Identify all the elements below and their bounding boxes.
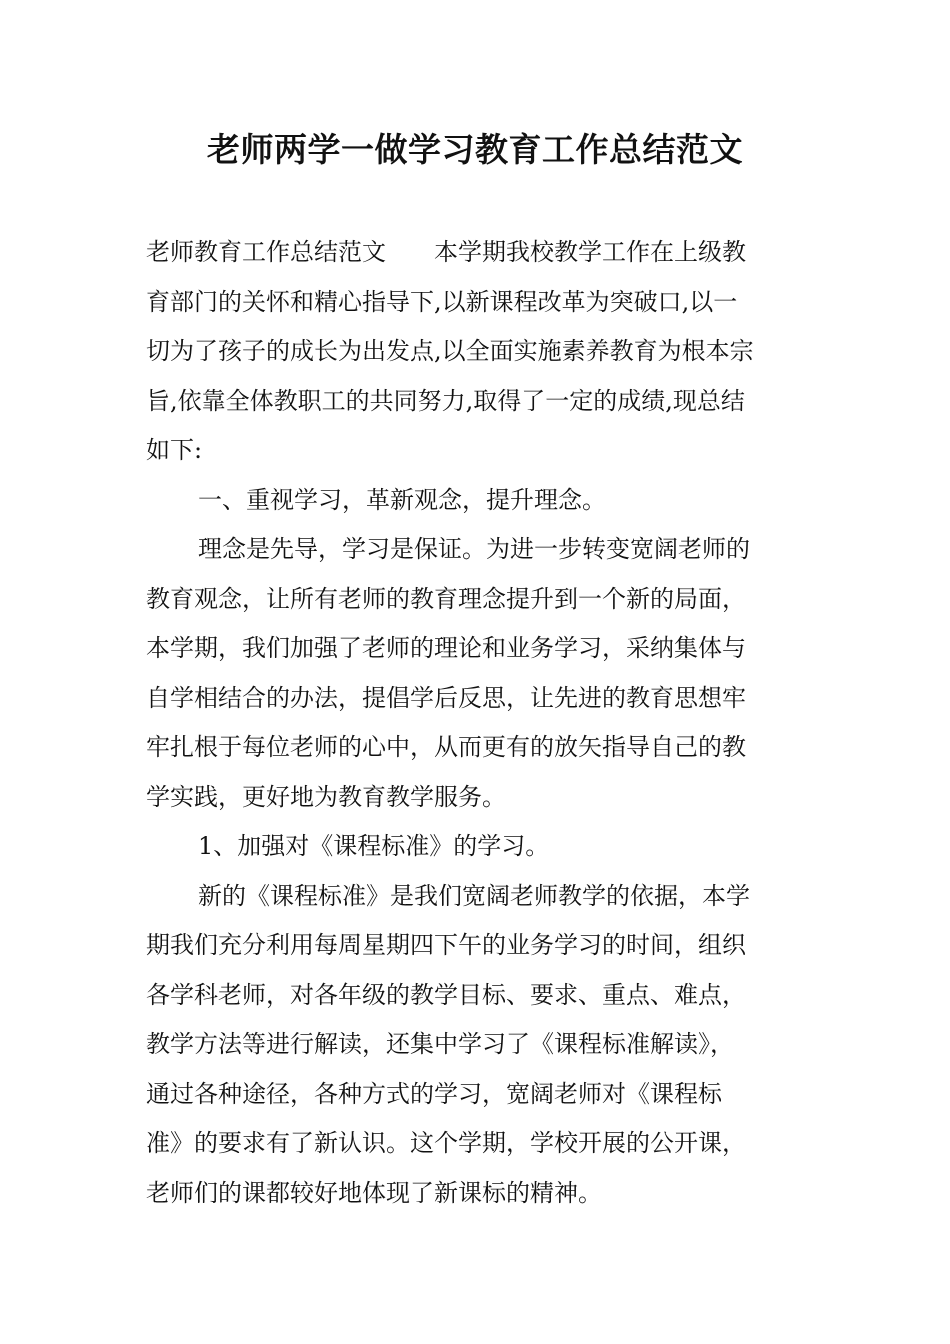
text-line: 教育观念，让所有老师的教育理念提升到一个新的局面， — [146, 584, 746, 613]
document-body — [146, 228, 812, 1218]
text-line: 通过各种途径，各种方式的学习，宽阔老师对《课程标 — [146, 1079, 722, 1108]
text-line: 切为了孩子的成长为出发点,以全面实施素养教育为根本宗 — [146, 337, 754, 365]
document-title: 老师两学一做学习教育工作总结范文 — [207, 130, 743, 169]
text-line: 学实践，更好地为教育教学服务。 — [146, 782, 506, 811]
text-line: 教学方法等进行解读，还集中学习了《课程标准解读》， — [146, 1030, 734, 1058]
text-line: 旨,依靠全体教职工的共同努力,取得了一定的成绩,现总结 — [146, 386, 745, 415]
text-line: 期我们充分利用每周星期四下午的业务学习的时间，组织 — [146, 931, 746, 959]
text-line: 新的《课程标准》是我们宽阔老师教学的依据，本学 — [198, 881, 750, 910]
text-line: 育部门的关怀和精心指导下,以新课程改革为突破口,以一 — [146, 287, 738, 316]
text-line: 各学科老师，对各年级的教学目标、要求、重点、难点， — [146, 980, 746, 1009]
section-heading: 一、重视学习，革新观念，提升理念。 — [198, 485, 606, 514]
text-line: 自学相结合的办法，提倡学后反思，让先进的教育思想牢 — [146, 683, 746, 712]
text-line: 老师们的课都较好地体现了新课标的精神。 — [146, 1178, 602, 1207]
text-line: 准》的要求有了新认识。这个学期，学校开展的公开课， — [146, 1129, 746, 1157]
text-line: 理念是先导，学习是保证。为进一步转变宽阔老师的 — [198, 535, 750, 563]
text-line: 老师教育工作总结范文 本学期我校教学工作在上级教 — [146, 238, 746, 266]
text-line: 本学期，我们加强了老师的理论和业务学习，采纳集体与 — [146, 634, 746, 662]
text-line: 牢扎根于每位老师的心中，从而更有的放矢指导自己的教 — [146, 733, 746, 761]
text-line: 如下: — [146, 436, 203, 464]
subsection-heading: 1、加强对《课程标准》的学习。 — [198, 832, 550, 860]
